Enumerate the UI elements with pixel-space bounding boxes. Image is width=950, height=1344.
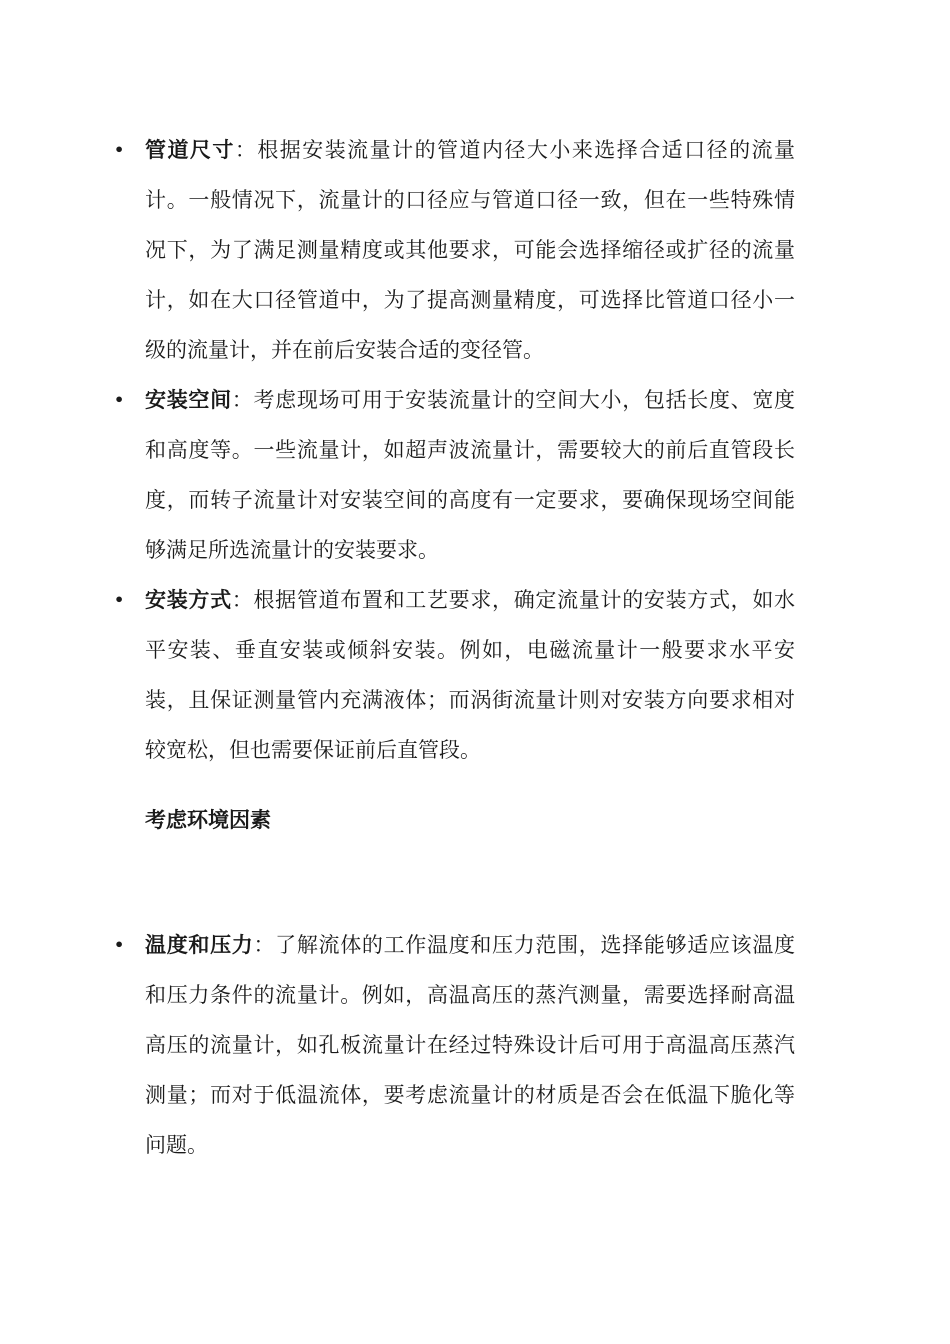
item-text: 考虑现场可用于安装流量计的空间大小，包括长度、宽度和高度等。一些流量计，如超声波流量计，需要较大的前后直管段长度，而转子流量计对安装空间的高度有一定要求，要确保现场空间能够满足所选流量计的安装要求。	[145, 388, 796, 562]
item-text: 根据安装流量计的管道内径大小来选择合适口径的流量计。一般情况下，流量计的口径应与管道口径一致，但在一些特殊情况下，为了满足测量精度或其他要求，可能会选择缩径或扩径的流量计，如在大口径管道中，为了提高测量精度，可选择比管道口径小一级的流量计，并在前后安装合适的变径管。	[145, 138, 796, 362]
item-term: 管道尺寸	[145, 137, 235, 162]
item-text: 根据管道布置和工艺要求，确定流量计的安装方式，如水平安装、垂直安装或倾斜安装。例如，电磁流量计一般要求水平安装，且保证测量管内充满液体；而涡街流量计则对安装方向要求相对较宽松，但也需要保证前后直管段。	[145, 588, 796, 762]
environment-bullet-list	[114, 920, 796, 1170]
item-separator: ：	[231, 588, 254, 612]
bullet-icon: •	[114, 390, 125, 409]
installation-bullet-list	[114, 125, 796, 775]
item-separator: ：	[231, 388, 254, 412]
item-term: 温度和压力	[145, 932, 254, 957]
list-item-install-method	[114, 575, 796, 775]
item-text: 了解流体的工作温度和压力范围，选择能够适应该温度和压力条件的流量计。例如，高温高压的蒸汽测量，需要选择耐高温高压的流量计，如孔板流量计在经过特殊设计后可用于高温高压蒸汽测量；而对于低温流体，要考虑流量计的材质是否会在低温下脆化等问题。	[145, 933, 796, 1157]
list-item-temperature-pressure	[114, 920, 796, 1170]
list-item-install-space	[114, 375, 796, 575]
item-separator: ：	[234, 138, 258, 162]
bullet-icon: •	[114, 590, 125, 609]
bullet-icon: •	[114, 935, 125, 954]
item-term: 安装空间	[145, 387, 232, 412]
list-item-pipe-size	[114, 125, 796, 375]
item-separator: ：	[253, 933, 276, 957]
section-heading: 考虑环境因素	[145, 807, 271, 832]
bullet-icon: •	[114, 140, 125, 159]
item-term: 安装方式	[145, 587, 232, 612]
